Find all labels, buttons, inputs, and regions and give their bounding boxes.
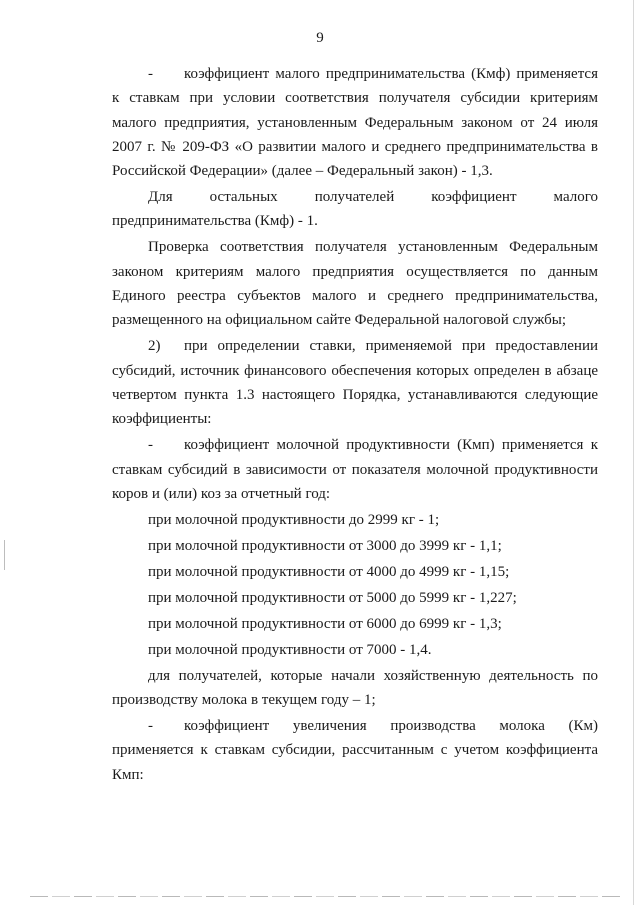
paragraph-text: коэффициент молочной продуктивности (Кмп) применяется к ставкам субсидий в зависимости от показателя молочной продуктивности коров и (или) коз за отчетный год: [112, 437, 598, 502]
productivity-line-1: при молочной продуктивности до 2999 кг - 1; [148, 511, 440, 528]
productivity-line-5: при молочной продуктивности от 6000 до 6999 кг - 1,3; [148, 615, 502, 632]
list-marker: 2) [148, 338, 161, 355]
paragraph-text: при определении ставки, применяемой при предоставлении субсидий, источник финансового обеспечения которых определен в абзаце четвертом пункта 1.3 настоящего Порядка, устанавливаются следующие коэффициенты: [112, 338, 598, 428]
paragraph-rate-definition [112, 334, 598, 431]
list-marker: - [148, 717, 153, 734]
paragraph-km-bullet [112, 714, 598, 787]
productivity-line-2: при молочной продуктивности от 3000 до 3999 кг - 1,1; [148, 537, 502, 554]
document-body [112, 62, 598, 789]
paragraph-new-recipients [112, 664, 598, 713]
scan-mark [4, 540, 5, 570]
productivity-line-6: при молочной продуктивности от 7000 - 1,4. [148, 641, 432, 658]
list-marker: - [148, 437, 153, 454]
page-number: 9 [316, 30, 324, 46]
list-marker: - [148, 66, 153, 82]
paragraph-verification [112, 235, 598, 332]
paragraph-other-recipients [112, 185, 598, 234]
scan-edge-line [633, 0, 634, 905]
productivity-line-3: при молочной продуктивности от 4000 до 4999 кг - 1,15; [148, 563, 510, 580]
paragraph-text: коэффициент малого предпринимательства (Кмф) применяется к ставкам при условии соответствия получателя субсидии критериям малого предприятия, установленным Федеральным законом от 24 июля 2007 г. № 209-ФЗ «О развитии малого и среднего предпринимательства в Российской Федерации» (далее – Федеральный закон) - 1,3. [112, 66, 598, 180]
productivity-line-4: при молочной продуктивности от 5000 до 5999 кг - 1,227; [148, 589, 517, 606]
paragraph-text: для получателей, которые начали хозяйственную деятельность по производству молока в текущем году – 1; [112, 667, 598, 708]
paragraph-text: коэффициент увеличения производства молока (Км) применяется к ставкам субсидии, рассчитанным с учетом коэффициента Кмп: [112, 717, 598, 783]
paragraph-text: Проверка соответствия получателя установленным Федеральным законом критериям малого предприятия осуществляется по данным Единого реестра субъектов малого и среднего предпринимательства, размещенного на официальном сайте Федеральной налоговой службы; [112, 239, 598, 329]
paragraph-text: Для остальных получателей коэффициент малого предпринимательства (Кмф) - 1. [112, 189, 598, 230]
paragraph-kmf-bullet [112, 62, 598, 183]
scan-bottom-line [30, 896, 620, 897]
paragraph-kmp-bullet [112, 433, 598, 506]
